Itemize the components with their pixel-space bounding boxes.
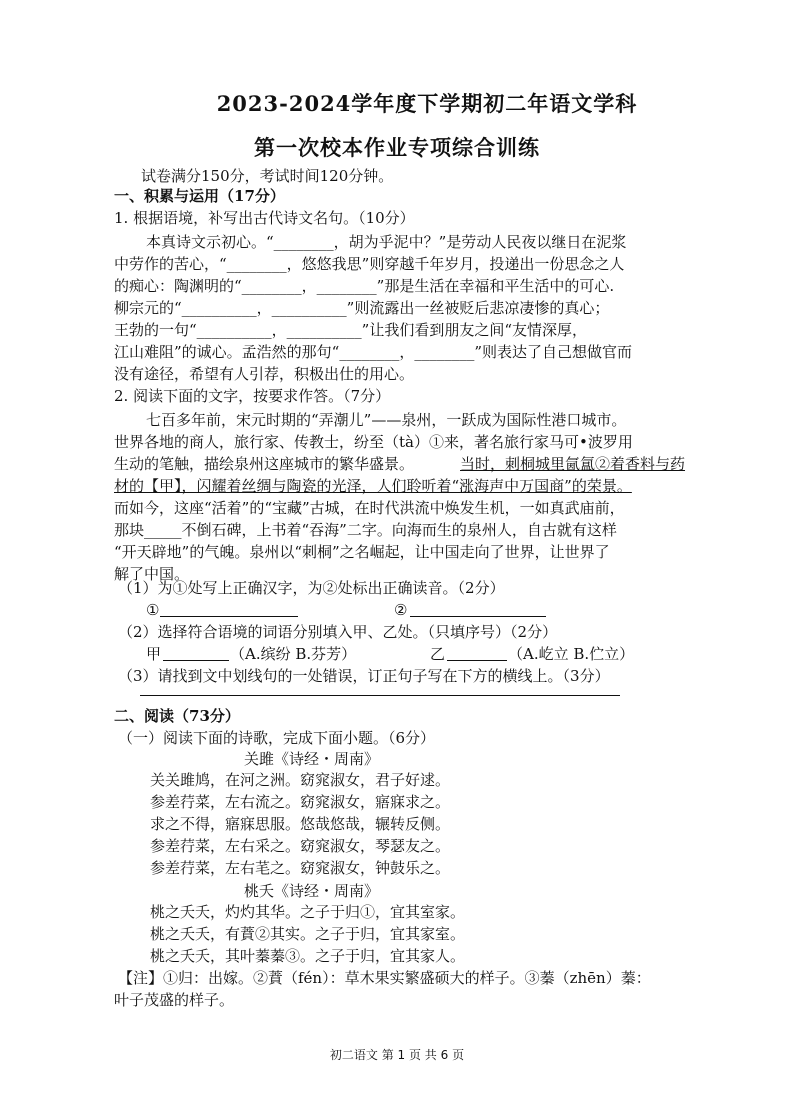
poem-line: 关关雎鸠，在河之洲。窈窕淑女，君子好逑。 <box>150 771 451 789</box>
poem2-title: 桃夭《诗经・周南》 <box>244 882 380 900</box>
q1-line: 没有途径，希望有人引荐，积极出仕的用心。 <box>114 365 415 383</box>
yi-answer-blank[interactable] <box>447 646 507 661</box>
q2-line: “开天辟地”的气魄。泉州以“刺桐”之名崛起，让中国走向了世界，让世界了 <box>114 543 610 561</box>
jia-label: 甲 <box>146 645 162 663</box>
section2-heading: 二、阅读（73分） <box>114 707 240 725</box>
poem-line: 参差荇菜，左右芼之。窈窕淑女，钟鼓乐之。 <box>150 859 451 877</box>
answer-mark-2: ② <box>394 601 408 619</box>
q2-sub1: （1）为①处写上正确汉字，为②处标出正确读音。（2分） <box>118 579 505 597</box>
q2-underlined-sentence-part2: 材的【甲】，闪耀着丝绸与陶瓷的光泽，人们聆听着“涨海声中万国商”的荣景。 <box>114 477 632 495</box>
poem-line: 桃之夭夭，其叶蓁蓁③。之子于归，宜其家人。 <box>150 947 466 965</box>
jia-answer-blank[interactable] <box>163 646 229 661</box>
answer-blank-2[interactable] <box>410 602 546 617</box>
annotation-line1: 【注】①归：出嫁。②蕡（fén）：草木果实繁盛硕大的样子。③蓁（zhēn）蓁： <box>118 969 651 987</box>
q1-line: 江山难阻”的诚心。孟浩然的那句“________，________”则表达了自己想做官而 <box>114 343 633 361</box>
q1-line: 中劳作的苦心，“________，悠悠我思”则穿越千年岁月，投递出一份思念之人 <box>114 255 625 273</box>
answer-blank-1[interactable] <box>160 602 298 617</box>
page-footer: 初二语文 第 1 页 共 6 页 <box>329 1048 465 1062</box>
exam-title-line1: 2023-2024学年度下学期初二年语文学科 <box>216 91 638 116</box>
q2-line: 七百多年前，宋元时期的“弄潮儿”——泉州，一跃成为国际性港口城市。 <box>146 411 627 429</box>
q1-line: 的痴心：陶渊明的“________，________”那是生活在幸福和平生活中的可心. <box>114 277 615 295</box>
q2-line: 解了中国。 <box>114 565 190 583</box>
poem1-title: 关雎《诗经・周南》 <box>244 750 380 768</box>
exam-intro: 试卷满分150分，考试时间120分钟。 <box>141 167 394 185</box>
poem-line: 参差荇菜，左右采之。窈窕淑女，琴瑟友之。 <box>150 837 451 855</box>
exam-title-line2: 第一次校本作业专项综合训练 <box>254 135 540 160</box>
poem-line: 桃之夭夭，有蕡②其实。之子于归，宜其家室。 <box>150 925 466 943</box>
jia-options: （A.缤纷 B.芬芳） <box>230 645 357 663</box>
part1-heading: （一）阅读下面的诗歌，完成下面小题。（6分） <box>118 729 436 747</box>
q2-underlined-sentence-part1: 当时，刺桐城里氤氲②着香料与药 <box>460 455 686 473</box>
answer-mark-1: ① <box>146 601 160 619</box>
poem-line: 参差荇菜，左右流之。窈窕淑女，寤寐求之。 <box>150 793 451 811</box>
poem-line: 求之不得，寤寐思服。悠哉悠哉，辗转反侧。 <box>150 815 451 833</box>
correction-answer-line[interactable] <box>140 695 620 696</box>
q2-sub2: （2）选择符合语境的词语分别填入甲、乙处。（只填序号）（2分） <box>118 623 558 641</box>
q2-sub3: （3）请找到文中划线句的一处错误，订正句子写在下方的横线上。（3分） <box>118 667 610 685</box>
yi-options: （A.屹立 B.伫立） <box>508 645 635 663</box>
q1-heading: 1. 根据语境，补写出古代诗文名句。（10分） <box>114 209 415 227</box>
section1-heading: 一、积累与运用（17分） <box>114 187 285 205</box>
q2-line: 生动的笔触，描绘泉州这座城市的繁华盛景。 <box>114 455 415 473</box>
yi-label: 乙 <box>430 645 446 663</box>
q1-line: 柳宗元的“__________，__________”则流露出一丝被贬后悲凉凄惨的真心； <box>114 299 610 317</box>
poem-line: 桃之夭夭，灼灼其华。之子于归①，宜其室家。 <box>150 903 466 921</box>
q2-heading: 2. 阅读下面的文字，按要求作答。（7分） <box>114 387 391 405</box>
q2-line: 那块_____不倒石碑，上书着“吞海”二字。向海而生的泉州人，自古就有这样 <box>114 521 617 539</box>
q1-line: 王勃的一句“__________，__________”让我们看到朋友之间“友情深厚， <box>114 321 588 339</box>
annotation-line2: 叶子茂盛的样子。 <box>114 991 235 1009</box>
q2-line: 而如今，这座“活着”的“宝藏”古城，在时代洪流中焕发生机，一如真武庙前， <box>114 499 625 517</box>
q2-line: 世界各地的商人，旅行家、传教士，纷至（tà）①来，著名旅行家马可•波罗用 <box>114 433 633 451</box>
q1-line: 本真诗文示初心。“________，胡为乎泥中？”是劳动人民夜以继日在泥浆 <box>146 233 627 251</box>
